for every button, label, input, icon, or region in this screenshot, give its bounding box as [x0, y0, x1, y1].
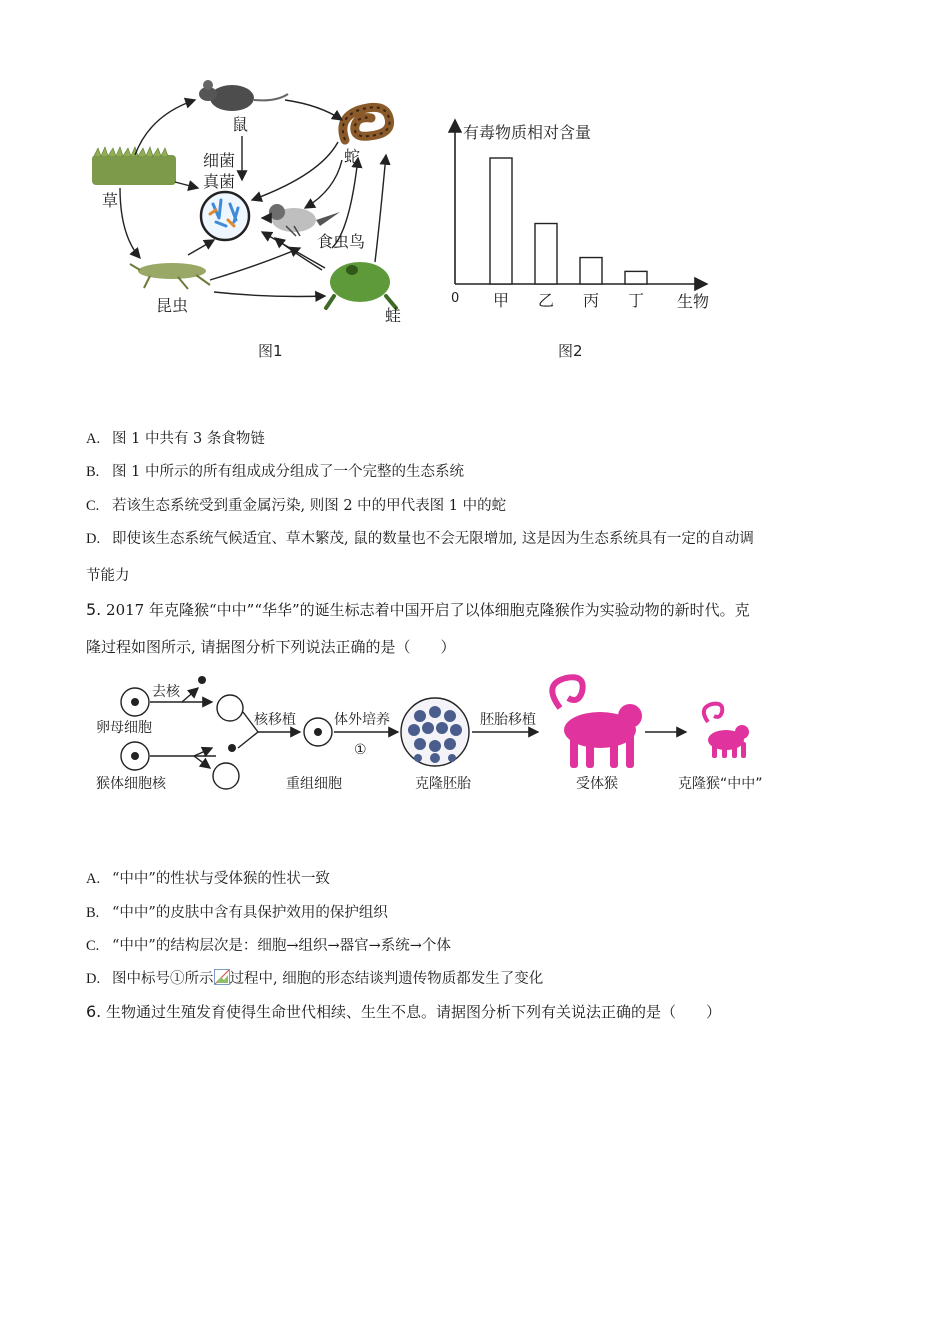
option-text: 图 1 中所示的所有组成成分组成了一个完整的生态系统	[112, 464, 464, 480]
recipient-monkey-image	[552, 677, 642, 768]
option-text: 节能力	[86, 568, 130, 584]
in-vitro-culture-label: 体外培养	[334, 712, 390, 728]
category-label-3: 丙	[582, 291, 600, 310]
option-key: D.	[86, 531, 101, 547]
option-text: 即使该生态系统气候适宜、草木繁茂, 鼠的数量也不会无限增加, 这是因为生态系统具有一定的自动调	[112, 531, 754, 547]
insect-label: 昆虫	[156, 296, 189, 315]
option-key: C.	[86, 938, 100, 954]
microbe-circle-image	[201, 192, 249, 240]
figure1-caption: 图1	[258, 342, 283, 360]
option-key: B.	[86, 905, 100, 921]
recombined-cell-label: 重组细胞	[286, 776, 342, 792]
option-text: “中中”的皮肤中含有具保护效用的保护组织	[112, 905, 388, 921]
option-text: 图 1 中共有 3 条食物链	[112, 431, 265, 447]
bar-1	[490, 158, 512, 284]
somatic-nucleus-label: 猴体细胞核	[96, 776, 166, 792]
broken-image-icon	[214, 969, 230, 985]
frog-image	[326, 262, 396, 308]
option-key: A.	[86, 431, 101, 447]
category-label-4: 丁	[627, 291, 645, 310]
option-key: A.	[86, 871, 101, 887]
grass-image	[92, 147, 176, 185]
snake-image	[343, 107, 390, 140]
option-text: “中中”的性状与受体猴的性状一致	[112, 871, 330, 887]
figure2-caption: 图2	[558, 342, 583, 360]
grass-label: 草	[102, 191, 119, 210]
q4-option-d	[86, 529, 754, 549]
option-text-after: 过程中, 细胞的形态结谈判遗传物质都发生了变化	[229, 971, 544, 987]
remove-nucleus-label: 去核	[152, 684, 180, 700]
option-text-before: 图中标号①所示	[112, 971, 214, 987]
cloned-monkey-image	[704, 704, 749, 758]
q5-text: 2017 年克隆猴“中中”“华华”的诞生标志着中国开启了以体细胞克隆猴作为实验动物的新时代。克	[101, 601, 750, 619]
option-text: 若该生态系统受到重金属污染, 则图 2 中的甲代表图 1 中的蛇	[112, 498, 507, 514]
embryo-transfer-label: 胚胎移植	[480, 712, 536, 728]
bar-3	[580, 258, 602, 284]
q4-option-b	[86, 462, 464, 482]
q6-stem	[86, 1002, 721, 1022]
option-text: “中中”的结构层次是：细胞→组织→器官→系统→个体	[112, 938, 451, 954]
egg-cell-label: 卵母细胞	[96, 720, 152, 736]
bird-label: 食虫鸟	[317, 232, 366, 251]
bar-4	[625, 271, 647, 284]
q5-option-a	[86, 869, 330, 889]
enucleated-egg-icon	[217, 695, 243, 721]
decomposer-label-1: 细菌	[203, 151, 236, 170]
q4-option-c	[86, 496, 506, 516]
q5-stem-line1	[86, 600, 750, 620]
q5-option-c	[86, 936, 451, 956]
frog-label: 蛙	[385, 306, 402, 325]
q5-stem-line2: 隆过程如图所示, 请据图分析下列说法正确的是（ ）	[86, 638, 456, 656]
mouse-image	[199, 80, 288, 111]
decomposer-label-2: 真菌	[203, 172, 236, 191]
cloning-process-diagram	[90, 672, 790, 802]
q6-text: 生物通过生殖发育使得生命世代相续、生生不息。请据图分析下列有关说法正确的是（ ）	[101, 1003, 722, 1021]
snake-label: 蛇	[344, 147, 361, 166]
somatic-cell-remnant-icon	[213, 763, 239, 789]
q5-number: 5.	[86, 600, 102, 619]
option-key: B.	[86, 464, 100, 480]
y-axis-label: 有毒物质相对含量	[463, 123, 592, 142]
recipient-monkey-label: 受体猴	[576, 776, 618, 792]
figure2-bar-chart	[445, 112, 725, 322]
insect-image	[130, 263, 210, 289]
category-label-1: 甲	[492, 291, 510, 310]
q4-option-d-continued	[86, 566, 130, 586]
q5-option-d	[86, 969, 543, 989]
origin-label: 0	[451, 291, 460, 306]
nuclear-transfer-label: 核移植	[254, 712, 296, 728]
x-axis-label: 生物	[677, 292, 710, 311]
option-key: D.	[86, 971, 101, 987]
cloned-monkey-label: 克隆猴“中中”	[678, 776, 763, 792]
mouse-label: 鼠	[232, 115, 249, 134]
q4-option-a	[86, 429, 265, 449]
cloned-embryo-label: 克隆胚胎	[415, 776, 471, 792]
option-key: C.	[86, 498, 100, 514]
category-label-2: 乙	[537, 291, 555, 310]
figure1-food-web	[80, 70, 420, 370]
q5-option-b	[86, 903, 388, 923]
bar-2	[535, 224, 557, 284]
step-marker: ①	[354, 742, 367, 758]
q6-number: 6.	[86, 1002, 102, 1021]
